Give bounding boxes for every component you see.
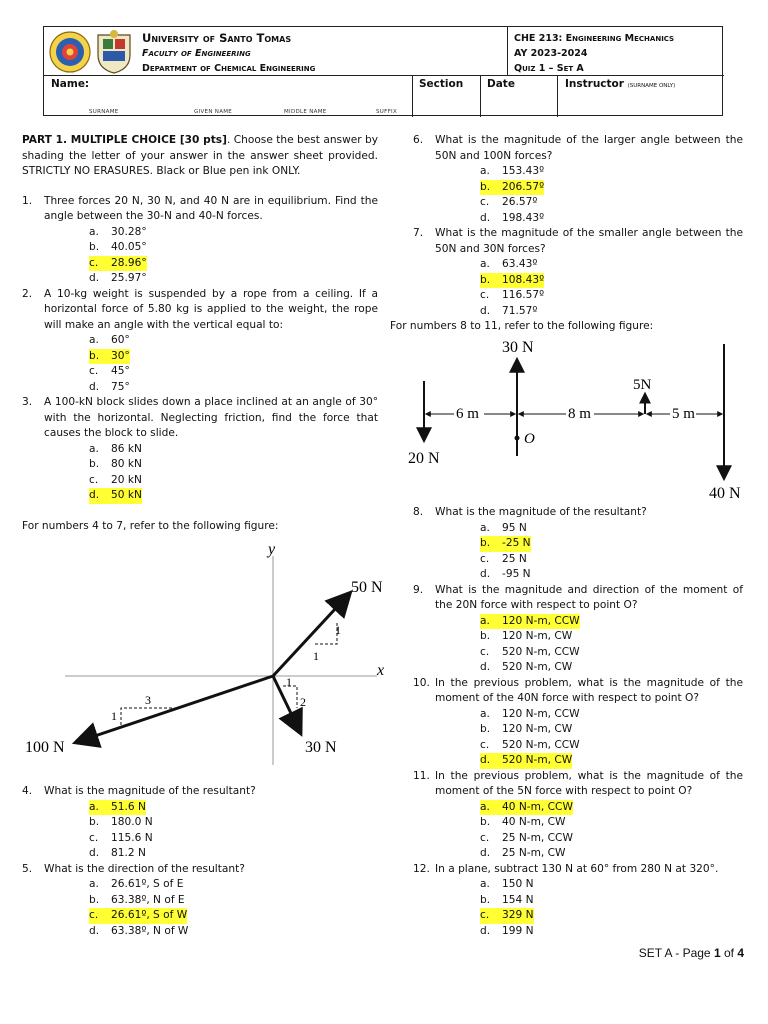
option-letter: a. <box>480 878 490 890</box>
option-text: 60° <box>111 334 130 346</box>
question-number: 8. <box>413 506 424 518</box>
option-text: 40 N-m, CW <box>502 816 566 828</box>
answer-option <box>89 800 378 816</box>
option-letter: c. <box>480 196 490 208</box>
option-text: 120 N-m, CCW <box>502 707 580 720</box>
name-label: Name: <box>51 78 90 90</box>
surname-caption: SURNAME <box>89 109 119 115</box>
answer-option <box>480 722 743 738</box>
svg-text:1: 1 <box>335 623 341 637</box>
option-letter: a. <box>480 800 502 816</box>
option-text: 95 N <box>502 521 527 534</box>
option-letter: a. <box>480 707 490 720</box>
option-letter: d. <box>89 847 100 859</box>
answer-option <box>480 800 743 816</box>
question-10 <box>413 676 743 769</box>
option-text: 30.28° <box>111 225 147 238</box>
option-letter: b. <box>480 536 502 552</box>
option-letter: c. <box>480 908 502 924</box>
force-40n-label: 40 N <box>709 485 741 502</box>
highlighted-answer: 329 N <box>502 908 534 924</box>
question-8 <box>413 505 743 583</box>
instructor-note: (SURNAME ONLY) <box>627 83 676 89</box>
option-letter: c. <box>89 908 111 924</box>
answer-option <box>480 831 743 847</box>
answer-option <box>89 364 378 380</box>
highlighted-answer: 520 N-m, CW <box>502 753 572 769</box>
answer-option <box>480 893 743 909</box>
option-letter: a. <box>480 521 490 534</box>
option-text: 75° <box>111 380 130 393</box>
answer-option <box>89 924 378 940</box>
option-letter: a. <box>89 334 99 346</box>
question-number: 9. <box>413 583 424 596</box>
force-20n-label: 20 N <box>408 450 440 467</box>
option-text: 520 N-m, CW <box>502 661 573 673</box>
option-text: 63.38º, N of W <box>111 924 189 937</box>
option-text: 115.6 N <box>111 831 153 844</box>
option-letter: b. <box>480 630 491 642</box>
option-letter: b. <box>480 893 491 906</box>
x-axis-label: x <box>377 662 385 679</box>
option-letter: c. <box>480 552 490 565</box>
course-title: CHE 213: Engineering Mechanics <box>514 33 675 44</box>
option-text: 81.2 N <box>111 847 146 859</box>
answer-option <box>480 164 743 180</box>
university-name: University of Santo Tomas <box>142 31 292 45</box>
engineering-crest-logo <box>94 29 134 75</box>
option-text: 25.97° <box>111 272 147 284</box>
option-letter: d. <box>480 211 491 224</box>
option-letter: a. <box>89 442 99 455</box>
option-letter: d. <box>480 661 491 673</box>
answer-option <box>89 457 378 473</box>
force-30n-label-2: 30 N <box>502 339 534 356</box>
faculty-name: Faculty of Engineering <box>142 48 251 59</box>
option-letter: b. <box>480 723 491 735</box>
question-text: What is the magnitude and direction of the moment of the 20N force with respect to point O? <box>435 583 743 611</box>
question-text: Three forces 20 N, 30 N, and 40 N are in equilibrium. Find the angle between the 30-N and 40-N forces. <box>44 194 378 222</box>
quiz-set: Quiz 1 – Set A <box>514 63 584 74</box>
answer-option <box>89 877 378 893</box>
question-number: 10. <box>413 676 430 689</box>
option-text: 45° <box>111 365 130 377</box>
option-letter: a. <box>480 614 502 630</box>
highlighted-answer: 51.6 N <box>111 800 146 816</box>
option-text: 25 N <box>502 552 527 565</box>
question-text: What is the magnitude of the larger angle between the 50N and 100N forces? <box>435 134 743 162</box>
answer-option <box>480 567 743 583</box>
question-4 <box>22 784 378 862</box>
option-letter: a. <box>480 165 490 177</box>
highlighted-answer: 120 N-m, CCW <box>502 614 580 630</box>
question-number: 3. <box>22 396 33 408</box>
option-letter: b. <box>480 180 502 196</box>
question-text: In the previous problem, what is the magnitude of the moment of the 5N force with respect to point O? <box>435 769 743 797</box>
ref-8-11: For numbers 8 to 11, refer to the following figure: <box>390 320 654 332</box>
option-text: 20 kN <box>111 473 142 486</box>
answer-option <box>480 738 743 754</box>
option-text: 150 N <box>502 878 534 890</box>
question-text: A 10-kg weight is suspended by a rope from a ceiling. If a horizontal force of 5.80 kg is applied to the weight, the rope will make an angle with the vertical equal to: <box>44 287 378 331</box>
option-letter: b. <box>89 349 111 365</box>
question-text: What is the magnitude of the smaller angle between the 50N and 30N forces? <box>435 227 743 255</box>
option-letter: c. <box>89 256 111 272</box>
answer-option <box>480 629 743 645</box>
option-text: -95 N <box>502 568 531 580</box>
section-label: Section <box>419 78 464 90</box>
option-letter: c. <box>480 645 490 658</box>
answer-option <box>89 349 378 365</box>
answer-option <box>480 536 743 552</box>
option-text: 120 N-m, CW <box>502 630 573 642</box>
option-text: 116.57º <box>502 289 545 301</box>
option-text: 520 N-m, CCW <box>502 738 580 751</box>
option-text: 120 N-m, CW <box>502 723 573 735</box>
vector-figure-4-7 <box>25 540 395 765</box>
force-30n-label: 30 N <box>305 739 337 756</box>
part1-heading: PART 1. MULTIPLE CHOICE [30 pts] <box>22 134 227 146</box>
answer-option <box>89 846 378 862</box>
course-block <box>514 31 674 76</box>
question-number: 5. <box>22 862 33 875</box>
right-column <box>413 133 743 319</box>
question-number: 1. <box>22 194 33 207</box>
option-text: 199 N <box>502 924 534 937</box>
date-label: Date <box>487 78 515 90</box>
answer-option <box>480 846 743 862</box>
department-name: Department of Chemical Engineering <box>142 63 316 74</box>
answer-option <box>89 473 378 489</box>
question-11 <box>413 769 743 862</box>
option-text: 80 kN <box>111 458 142 470</box>
answer-option <box>480 273 743 289</box>
given-name-caption: GIVEN NAME <box>194 109 233 115</box>
option-letter: c. <box>89 365 99 377</box>
force-50n-label: 50 N <box>351 579 383 596</box>
question-9 <box>413 583 743 676</box>
highlighted-answer: 108.43º <box>502 273 544 289</box>
answer-option <box>480 304 743 320</box>
question-number: 4. <box>22 785 33 797</box>
answer-option <box>89 908 378 924</box>
highlighted-answer: 28.96° <box>111 256 147 272</box>
force-5n-label: 5N <box>633 377 652 393</box>
point-o-label: O <box>524 431 535 447</box>
svg-text:1: 1 <box>286 675 292 689</box>
option-letter: d. <box>480 924 491 937</box>
answer-option <box>480 877 743 893</box>
svg-text:2: 2 <box>300 695 306 709</box>
question-number: 11. <box>413 769 430 782</box>
question-number: 12. <box>413 862 430 875</box>
dim-5m: 5 m <box>672 406 695 422</box>
ref-4-7: For numbers 4 to 7, refer to the following figure: <box>22 520 279 532</box>
exam-header <box>43 26 723 116</box>
option-text: 63.43º <box>502 258 538 270</box>
option-text: 86 kN <box>111 442 142 455</box>
option-text: 25 N-m, CCW <box>502 831 573 844</box>
answer-option <box>480 660 743 676</box>
part1-instructions: PART 1. MULTIPLE CHOICE [30 pts]. Choose the best answer by shading the letter of your answer in the answer sheet provided. STRICTLY NO ERASURES. Black or Blue pen ink ONLY. <box>22 134 378 177</box>
option-text: 153.43º <box>502 165 545 177</box>
answer-option <box>480 288 743 304</box>
answer-option <box>480 180 743 196</box>
answer-option <box>89 225 378 241</box>
question-text: What is the magnitude of the resultant? <box>44 785 256 797</box>
option-text: 520 N-m, CCW <box>502 645 580 658</box>
answer-option <box>89 333 378 349</box>
beam-force-figure-8-11 <box>396 336 756 506</box>
question-number: 6. <box>413 134 424 146</box>
highlighted-answer: 40 N-m, CCW <box>502 800 573 816</box>
option-text: 71.57º <box>502 304 538 317</box>
question-text: A 100-kN block slides down a place inclined at an angle of 30° with the horizontal. Neglecting friction, find the force that causes the block to slide. <box>44 396 378 439</box>
svg-text:3: 3 <box>145 693 151 707</box>
academic-year: AY 2023-2024 <box>514 48 588 59</box>
answer-option <box>480 521 743 537</box>
option-text: 154 N <box>502 893 534 906</box>
answer-option <box>480 924 743 940</box>
option-letter: d. <box>480 304 491 317</box>
middle-name-caption: MIDDLE NAME <box>284 109 327 115</box>
answer-option <box>480 707 743 723</box>
option-letter: a. <box>89 878 99 890</box>
instructor-label: Instructor (SURNAME ONLY) <box>565 78 676 90</box>
answer-option <box>480 195 743 211</box>
option-letter: d. <box>480 753 502 769</box>
answer-option <box>480 257 743 273</box>
option-letter: c. <box>480 738 490 751</box>
question-2 <box>22 287 378 396</box>
answer-option <box>89 831 378 847</box>
option-letter: b. <box>89 241 100 253</box>
option-text: 40.05° <box>111 241 147 253</box>
option-letter: c. <box>480 289 490 301</box>
question-text: What is the magnitude of the resultant? <box>435 506 647 518</box>
answer-option <box>480 614 743 630</box>
question-12 <box>413 862 743 940</box>
question-5 <box>22 862 378 940</box>
option-text: 25 N-m, CW <box>502 847 566 859</box>
left-column <box>22 133 378 504</box>
question-number: 7. <box>413 227 424 239</box>
answer-option <box>480 211 743 227</box>
force-100n-label: 100 N <box>25 739 65 756</box>
answer-option <box>480 815 743 831</box>
highlighted-answer: 50 kN <box>111 488 142 504</box>
answer-option <box>89 256 378 272</box>
question-text: In the previous problem, what is the magnitude of the moment of the 40N force with respect to point O? <box>435 676 743 704</box>
question-6 <box>413 133 743 226</box>
answer-option <box>480 552 743 568</box>
option-letter: b. <box>480 273 502 289</box>
answer-option <box>480 645 743 661</box>
option-letter: c. <box>89 473 99 486</box>
option-letter: d. <box>480 847 491 859</box>
highlighted-answer: 30° <box>111 349 130 365</box>
option-letter: b. <box>89 458 100 470</box>
question-number: 2. <box>22 287 33 300</box>
highlighted-answer: 206.57º <box>502 180 544 196</box>
dim-6m: 6 m <box>456 406 479 422</box>
y-axis-label: y <box>268 541 276 558</box>
option-text: 63.38º, N of E <box>111 893 185 906</box>
option-letter: d. <box>480 568 491 580</box>
university-block <box>142 31 315 76</box>
option-letter: d. <box>89 924 100 937</box>
left-column-bottom <box>22 784 378 939</box>
question-3 <box>22 395 378 504</box>
suffix-caption: SUFFIX <box>376 109 398 115</box>
option-letter: c. <box>480 831 490 844</box>
highlighted-answer: -25 N <box>502 536 531 552</box>
option-letter: b. <box>89 816 100 828</box>
option-letter: b. <box>480 816 491 828</box>
option-letter: a. <box>89 225 99 238</box>
option-letter: d. <box>89 272 100 284</box>
question-7 <box>413 226 743 319</box>
option-text: 26.61º, S of E <box>111 878 184 890</box>
ust-seal-logo <box>48 29 92 75</box>
answer-option <box>89 442 378 458</box>
question-text: What is the direction of the resultant? <box>44 862 245 875</box>
answer-option <box>480 753 743 769</box>
question-text: In a plane, subtract 130 N at 60° from 280 N at 320°. <box>435 862 719 875</box>
option-text: 180.0 N <box>111 816 153 828</box>
answer-option <box>89 893 378 909</box>
answer-option <box>89 380 378 396</box>
option-text: 198.43º <box>502 211 545 224</box>
dim-8m: 8 m <box>568 406 591 422</box>
svg-text:1: 1 <box>313 649 319 663</box>
answer-option <box>89 240 378 256</box>
answer-option <box>89 271 378 287</box>
option-letter: b. <box>89 893 100 906</box>
force-100n-arrow <box>77 676 273 742</box>
answer-option <box>89 815 378 831</box>
option-letter: a. <box>89 800 111 816</box>
option-letter: c. <box>89 831 99 844</box>
option-letter: d. <box>89 380 100 393</box>
option-letter: d. <box>89 488 111 504</box>
highlighted-answer: 26.61º, S of W <box>111 908 187 924</box>
option-text: 26.57º <box>502 196 538 208</box>
question-1 <box>22 194 378 287</box>
answer-option <box>89 488 378 504</box>
svg-text:1: 1 <box>111 709 117 723</box>
answer-option <box>480 908 743 924</box>
option-letter: a. <box>480 258 490 270</box>
right-column-bottom <box>413 505 743 939</box>
page-footer: SET A - Page 1 of 4 <box>638 946 744 960</box>
